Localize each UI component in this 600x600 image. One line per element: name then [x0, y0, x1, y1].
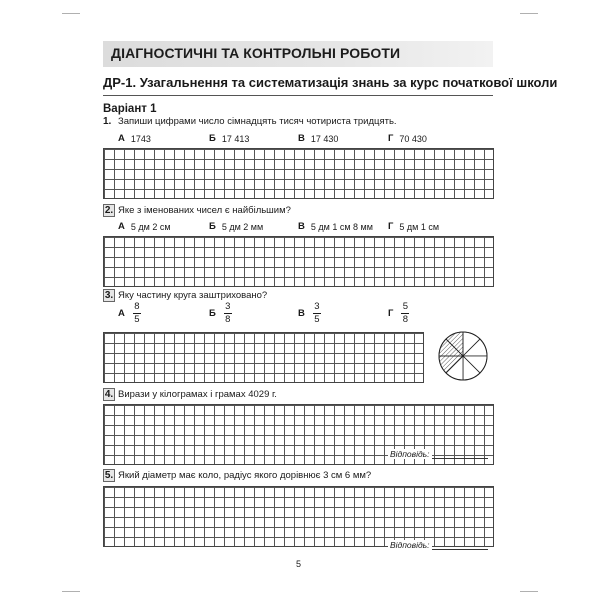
option-value: 5 дм 1 см 8 мм [310, 221, 373, 232]
fraction-numerator: 5 [402, 301, 409, 312]
question-5-answer-grid[interactable] [103, 486, 494, 547]
variant-label: Варіант 1 [103, 103, 157, 115]
question-3-option-a[interactable] [118, 302, 141, 325]
section-header [103, 41, 493, 67]
option-value: 17 413 [221, 133, 250, 144]
question-1-option-a[interactable] [118, 133, 151, 144]
fraction-denominator: 8 [402, 314, 409, 325]
fraction-denominator: 5 [314, 314, 320, 325]
option-letter: А [118, 221, 125, 232]
question-4-answer-line[interactable] [432, 458, 488, 459]
question-1-option-d[interactable] [388, 133, 427, 144]
question-1-text: Запиши цифрами число сімнадцять тисяч чотириста тридцять. [118, 116, 397, 127]
question-4-answer-grid[interactable] [103, 404, 494, 465]
question-3-text: Яку частину круга заштриховано? [118, 290, 268, 301]
option-letter: Б [209, 133, 216, 144]
option-letter: Б [209, 221, 216, 232]
fraction [313, 302, 321, 325]
option-letter: В [298, 133, 305, 144]
question-5-text: Який діаметр має коло, радіус якого дорівнює 3 см 6 мм? [118, 470, 372, 481]
section-header-title: ДІАГНОСТИЧНІ ТА КОНТРОЛЬНІ РОБОТИ [111, 45, 401, 61]
question-3-option-d[interactable] [388, 302, 409, 325]
fraction-denominator: 8 [225, 314, 231, 325]
question-2-text: Яке з іменованих чисел є найбільшим? [118, 205, 291, 216]
option-letter: В [298, 221, 305, 232]
option-value: 1743 [130, 133, 151, 144]
question-3-option-c[interactable] [298, 302, 321, 325]
fraction-numerator: 3 [314, 301, 320, 312]
option-value: 5 дм 2 см [130, 221, 171, 232]
question-2-option-c[interactable] [298, 221, 373, 232]
question-2-option-a[interactable] [118, 221, 171, 232]
crop-mark [520, 13, 538, 14]
option-value: 5 дм 1 см [399, 221, 440, 232]
crop-mark [62, 591, 80, 592]
fraction [401, 302, 409, 325]
option-value: 17 430 [310, 133, 339, 144]
fraction [133, 302, 141, 325]
option-value: 5 дм 2 мм [221, 221, 264, 232]
question-4-answer-label: Відповідь: [390, 449, 430, 459]
option-letter: Г [388, 308, 394, 319]
question-1-option-c[interactable] [298, 133, 338, 144]
question-4-number: 4. [104, 389, 114, 400]
question-2-number: 2. [104, 205, 114, 216]
fraction-denominator: 5 [134, 314, 140, 325]
option-letter: В [298, 308, 305, 319]
option-letter: Б [209, 308, 216, 319]
fraction [224, 302, 232, 325]
question-2-answer-grid[interactable] [103, 236, 494, 287]
question-2-option-d[interactable] [388, 221, 439, 232]
fraction-numerator: 8 [134, 301, 140, 312]
option-value: 70 430 [399, 133, 427, 144]
title-divider [103, 95, 493, 96]
question-4-text: Вирази у кілограмах і грамах 4029 г. [118, 389, 277, 400]
question-1-option-b[interactable] [209, 133, 249, 144]
question-2-option-b[interactable] [209, 221, 263, 232]
crop-mark [62, 13, 80, 14]
question-5-number: 5. [104, 470, 114, 481]
question-3-number: 3. [104, 290, 114, 301]
work-title: ДР-1. Узагальнення та систематизація знань за курс початкової школи [103, 75, 558, 90]
option-letter: А [118, 133, 125, 144]
shaded-circle-figure [437, 330, 489, 382]
fraction-numerator: 3 [225, 301, 231, 312]
crop-mark [520, 591, 538, 592]
page-number: 5 [296, 559, 302, 569]
option-letter: Г [388, 133, 394, 144]
question-3-option-b[interactable] [209, 302, 232, 325]
option-letter: Г [388, 221, 394, 232]
question-5-answer-label: Відповідь: [390, 540, 430, 550]
question-5-answer-line[interactable] [432, 549, 488, 550]
question-3-answer-grid[interactable] [103, 332, 424, 383]
question-1-answer-grid[interactable] [103, 148, 494, 199]
question-1-number: 1. [103, 116, 112, 127]
option-letter: А [118, 308, 125, 319]
